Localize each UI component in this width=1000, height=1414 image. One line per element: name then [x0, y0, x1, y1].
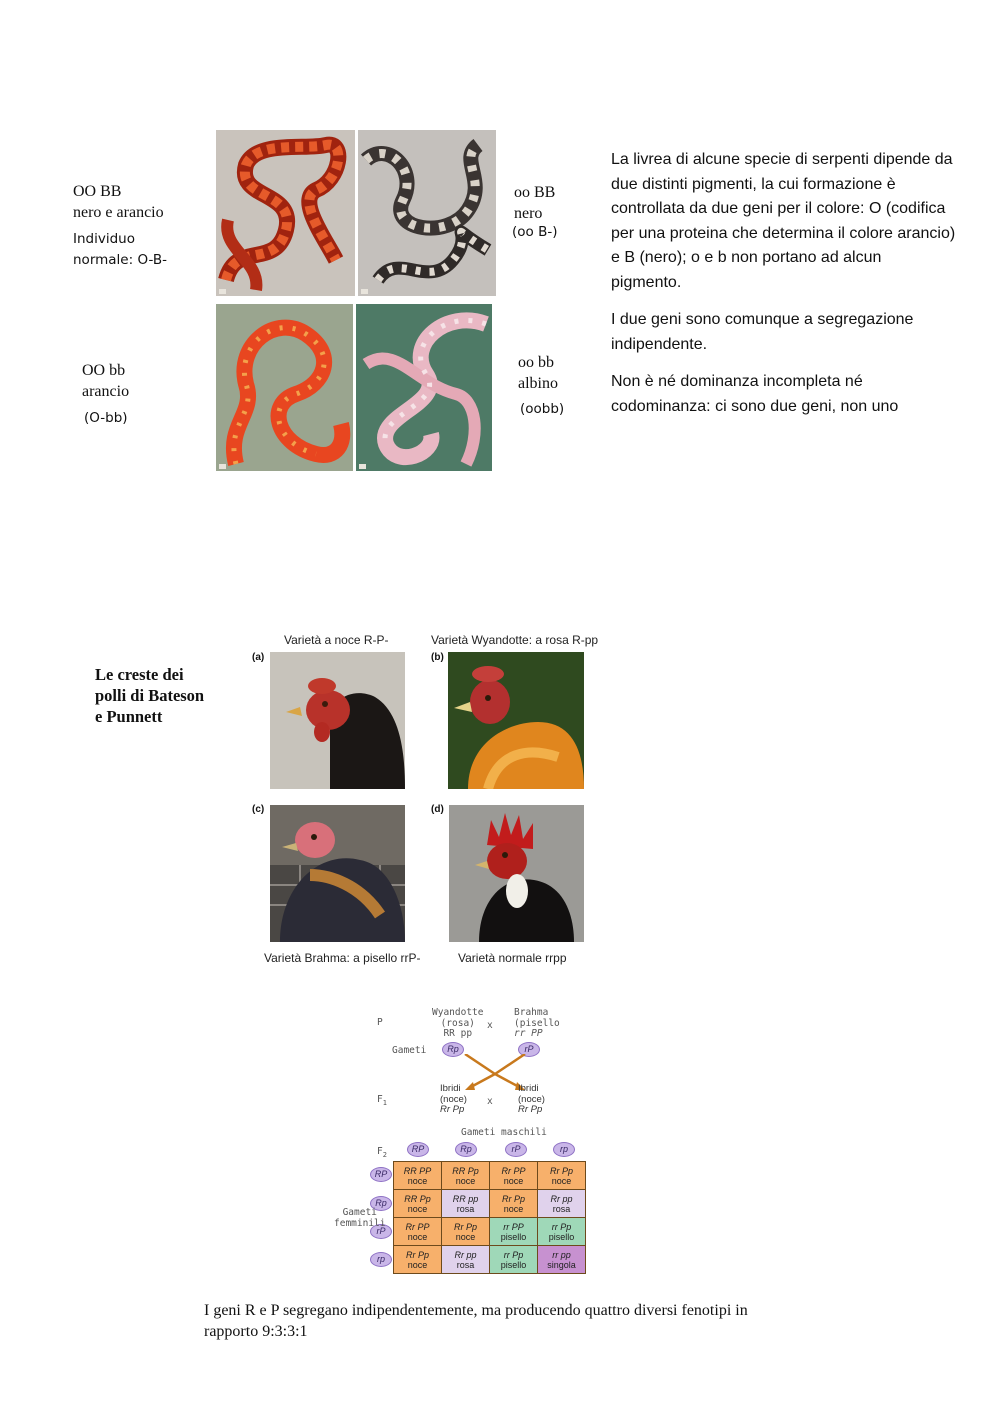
cell-genotype: Rr Pp [549, 1165, 573, 1176]
snake-banded-grey-image [358, 130, 496, 296]
punnett-row [394, 1218, 586, 1246]
caption-b: Varietà Wyandotte: a rosa R-pp [431, 633, 599, 647]
cell-phenotype: pisello [500, 1259, 527, 1270]
genotype-OOBB: OO BB [73, 183, 122, 200]
punnett-cell [490, 1190, 538, 1218]
chicken-section-title: Le creste dei polli di Bateson e Punnett [95, 665, 205, 726]
note-ooB: (oo B-) [512, 224, 558, 240]
cross-symbol-f1: x [487, 1096, 493, 1107]
hybrid-right: Ibridi (noce) Rr Pp [518, 1083, 545, 1115]
snake-albino-image [356, 304, 492, 471]
panel-label-b: (b) [431, 652, 444, 663]
f2-label: $F_2$ [377, 1146, 387, 1159]
punnett-cell [394, 1190, 442, 1218]
cell-phenotype: rosa [456, 1203, 475, 1214]
cell-genotype: RR Pp [404, 1193, 431, 1204]
chicken-photo-pea [270, 805, 405, 942]
cell-phenotype: noce [407, 1175, 428, 1186]
punnett-cell [490, 1246, 538, 1274]
female-gamete-Rp: Rp [370, 1196, 392, 1211]
cell-genotype: RR Pp [452, 1165, 479, 1176]
cross-symbol-p: x [487, 1020, 493, 1031]
cell-genotype: rr Pp [551, 1221, 572, 1232]
punnett-cell [394, 1162, 442, 1190]
panel-tag-d [359, 464, 366, 469]
cell-genotype: Rr Pp [501, 1193, 525, 1204]
chicken-walnut-comb-image [270, 652, 405, 789]
gametes-label: Gameti [392, 1045, 427, 1056]
f1-label: $F_1$ [377, 1094, 387, 1107]
snake-photo-orange [216, 304, 353, 471]
chicken-photo-rose [448, 652, 584, 789]
female-gametes-label: Gameti femminili [334, 1207, 386, 1229]
male-gamete-RP: RP [407, 1142, 429, 1157]
punnett-square [393, 1161, 586, 1274]
punnett-row [394, 1162, 586, 1190]
cell-genotype: RR PP [403, 1165, 432, 1176]
explanation-paragraph-3: Non è né dominanza incompleta né codominanza: ci sono due geni, non uno [611, 373, 899, 415]
punnett-cell [442, 1190, 490, 1218]
snake-photo-black [358, 130, 496, 296]
snake-photo-orange-black [216, 130, 355, 296]
note-Obb: (O-bb) [84, 410, 128, 426]
cell-phenotype: pisello [500, 1231, 527, 1242]
male-gamete-rP: rP [505, 1142, 527, 1157]
chicken-pea-comb-image [270, 805, 405, 942]
caption-d: Varietà normale rrpp [458, 951, 567, 965]
panel-label-a: (a) [252, 652, 265, 663]
female-gamete-RP: RP [370, 1167, 392, 1182]
cell-genotype: rr Pp [503, 1249, 524, 1260]
cell-phenotype: noce [503, 1175, 524, 1186]
punnett-cell [442, 1162, 490, 1190]
punnett-cell [490, 1218, 538, 1246]
chicken-photo-walnut [270, 652, 405, 789]
panel-label-d: (d) [431, 804, 444, 815]
punnett-cell [442, 1246, 490, 1274]
label-oo-BB-nero: oo BB nero [514, 184, 556, 222]
punnett-row [394, 1190, 586, 1218]
cell-genotype: Rr pp [454, 1249, 477, 1260]
cell-genotype: Rr Pp [405, 1249, 429, 1260]
punnett-cell [538, 1218, 586, 1246]
phenotype-nero-arancio: nero e arancio [73, 204, 164, 221]
female-gamete-rP: rP [370, 1224, 392, 1239]
note-normal-individual: Individuo normale: O-B- [73, 231, 167, 268]
cell-phenotype: rosa [552, 1203, 571, 1214]
cell-phenotype: noce [407, 1259, 428, 1270]
male-gamete-rp: rp [553, 1142, 575, 1157]
panel-tag-b [361, 289, 368, 294]
caption-c: Varietà Brahma: a pisello rrP- [264, 951, 421, 965]
cell-phenotype: noce [551, 1175, 572, 1186]
male-gametes-label: Gameti maschili [461, 1127, 547, 1138]
cell-phenotype: rosa [456, 1259, 475, 1270]
brahma-parent: Brahma (pisello rr PP [514, 1007, 560, 1039]
explanation-block [611, 148, 956, 432]
punnett-cell [442, 1218, 490, 1246]
cell-genotype: RR pp [452, 1193, 479, 1204]
panel-tag-c [219, 464, 226, 469]
cell-genotype: rr PP [503, 1221, 524, 1232]
cell-phenotype: noce [407, 1231, 428, 1242]
snake-photo-albino [356, 304, 492, 471]
cell-genotype: rr pp [552, 1249, 571, 1260]
gamete-oval-Rp-parent: Rp [442, 1042, 464, 1057]
p-generation-label: P [377, 1017, 383, 1028]
punnett-cell [538, 1246, 586, 1274]
female-gamete-rp: rp [370, 1252, 392, 1267]
cell-genotype: Rr Pp [453, 1221, 477, 1232]
punnett-cell [394, 1246, 442, 1274]
label-oo-bb-albino: oo bb albino [518, 354, 558, 392]
punnett-cell [538, 1190, 586, 1218]
cell-genotype: Rr pp [550, 1193, 573, 1204]
punnett-row [394, 1246, 586, 1274]
cell-phenotype: noce [455, 1175, 476, 1186]
punnett-cell [490, 1162, 538, 1190]
wyandotte-parent: Wyandotte (rosa) RR pp [432, 1007, 484, 1039]
panel-tag-a [219, 289, 226, 294]
cell-phenotype: singola [547, 1259, 576, 1270]
snake-orange-image [216, 304, 353, 471]
cell-phenotype: noce [503, 1203, 524, 1214]
panel-label-c: (c) [252, 804, 265, 815]
caption-a: Varietà a noce R-P- [284, 633, 389, 647]
label-oo-bb-black-orange [73, 181, 164, 223]
male-gamete-Rp: Rp [455, 1142, 477, 1157]
note-oobb: (oobb) [520, 401, 565, 417]
cell-phenotype: noce [407, 1203, 428, 1214]
chicken-rose-comb-image [448, 652, 584, 789]
gamete-oval-rP-parent: rP [518, 1042, 540, 1057]
punnett-cell [538, 1162, 586, 1190]
cell-genotype: Rr PP [501, 1165, 526, 1176]
conclusion-text: I geni R e P segregano indipendentemente, ma producendo quattro diversi fenotipi in rapporto 9:3:3:1 [204, 1302, 748, 1340]
chicken-photo-single [449, 805, 584, 942]
punnett-cell [394, 1218, 442, 1246]
snake-banded-red-image [216, 130, 355, 296]
label-OO-bb-arancio: OO bb arancio [82, 362, 130, 400]
explanation-paragraph-2: I due geni sono comunque a segregazione indipendente. [611, 311, 914, 353]
cell-phenotype: pisello [548, 1231, 575, 1242]
explanation-paragraph-1: La livrea di alcune specie di serpenti dipende da due distinti pigmenti, la cui formazione è controllata da due geni per il colore: O (codifica per una proteina che determina il colore arancio) e B (nero); o e b non portano ad alcun pigmento. [611, 151, 956, 291]
chicken-single-comb-image [449, 805, 584, 942]
cell-phenotype: noce [455, 1231, 476, 1242]
cell-genotype: Rr PP [405, 1221, 430, 1232]
hybrid-left: Ibridi (noce) Rr Pp [440, 1083, 467, 1115]
